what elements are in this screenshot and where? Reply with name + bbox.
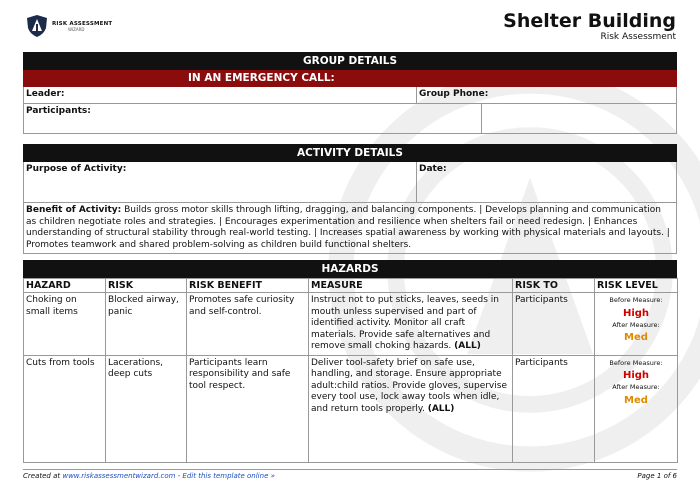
column-header-risk-level: RISK LEVEL (595, 279, 678, 293)
column-header-risk-to: RISK TO (513, 279, 595, 293)
group-details-section (23, 52, 677, 134)
measure-cell (309, 355, 513, 462)
column-header-risk-benefit: RISK BENEFIT (187, 279, 309, 293)
measure-cell (309, 293, 513, 356)
page-number: Page 1 of 6 (637, 472, 677, 480)
after-measure-label: After Measure: (612, 320, 660, 329)
group-details-heading: GROUP DETAILS (23, 52, 677, 70)
hazard-cell: Cuts from tools (24, 355, 106, 462)
risk-level-cell (595, 293, 678, 356)
brand-logo (26, 14, 112, 38)
activity-details-heading: ACTIVITY DETAILS (23, 144, 677, 162)
hazards-table (23, 278, 678, 463)
hazards-section (23, 260, 677, 463)
risk-benefit-cell: Participants learn responsibility and safe tool respect. (187, 355, 309, 462)
risk-benefit-cell: Promotes safe curiosity and self-control. (187, 293, 309, 356)
benefit-label: Benefit of Activity: (26, 205, 122, 215)
leader-field[interactable]: Leader: (26, 89, 65, 99)
group-phone-field[interactable]: Group Phone: (416, 87, 676, 103)
footer-created-text: Created at (23, 472, 63, 480)
footer-link[interactable]: www.riskassessmentwizard.com - Edit this template online » (62, 472, 275, 480)
before-measure-level: High (622, 307, 650, 319)
benefit-text: Builds gross motor skills through lifting, dragging, and balancing components. | Develops planning and communication as children negotiate roles and strategies. | Encourages experimentation and resilience when shelters fail or need redesign. | Enhances understanding of structural stability through real-world testing. | Increases spatial awareness by working with physical materials and layouts. | Promotes teamwork and shared problem-solving as children build functional shelters. (26, 205, 670, 250)
hazards-header-row (24, 279, 678, 293)
column-header-measure: MEASURE (309, 279, 513, 293)
participants-extra-field[interactable] (481, 104, 676, 133)
risk-cell: Blocked airway, panic (106, 293, 187, 356)
measure-tag: (ALL) (454, 341, 481, 351)
benefit-of-activity (23, 203, 677, 254)
after-measure-label: After Measure: (612, 383, 660, 391)
emergency-call-bar: IN AN EMERGENCY CALL: (23, 70, 677, 87)
document-subtitle: Risk Assessment (600, 32, 676, 42)
activity-details-section (23, 144, 677, 254)
document-title-block (503, 10, 676, 42)
before-measure-level: High (622, 370, 650, 381)
before-measure-label: Before Measure: (609, 296, 663, 304)
table-row (24, 293, 678, 356)
footer-credit (23, 472, 275, 480)
measure-tag: (ALL) (427, 403, 455, 414)
logo-subtext: WIZARD (68, 26, 85, 32)
shield-logo-icon (26, 14, 48, 38)
document-title: Shelter Building (503, 10, 676, 32)
risk-to-cell: Participants (513, 293, 595, 356)
hazard-cell: Choking on small items (24, 293, 106, 356)
date-field[interactable]: Date: (416, 162, 676, 202)
hazards-heading: HAZARDS (23, 260, 677, 278)
after-measure-level: Med (624, 394, 648, 406)
page-footer (23, 472, 677, 480)
before-measure-label: Before Measure: (609, 358, 663, 367)
participants-field[interactable]: Participants: (26, 106, 91, 116)
activity-details-grid (23, 162, 677, 203)
group-details-grid (23, 87, 677, 134)
risk-to-cell: Participants (513, 355, 595, 462)
measure-text: Deliver tool-safety brief on safe use, handling, and storage. Ensure appropriate adult:child ratios. Provide gloves, supervise every tool use, lock away tools when idle, and return tools properly. (311, 357, 507, 414)
column-header-hazard: HAZARD (24, 279, 106, 293)
column-header-risk: RISK (106, 279, 187, 293)
footer-divider (23, 469, 677, 470)
after-measure-level: Med (624, 332, 648, 343)
logo-text: RISK ASSESSMENT (52, 20, 113, 27)
table-row (24, 355, 678, 462)
risk-level-cell (595, 355, 678, 462)
risk-cell: Lacerations, deep cuts (106, 355, 187, 462)
measure-text: Instruct not to put sticks, leaves, seeds in mouth unless supervised and part of identified activity. Monitor all craft materials. Provide safe alternatives and remove small choking hazards. (311, 295, 499, 351)
purpose-field[interactable]: Purpose of Activity: (26, 164, 127, 174)
